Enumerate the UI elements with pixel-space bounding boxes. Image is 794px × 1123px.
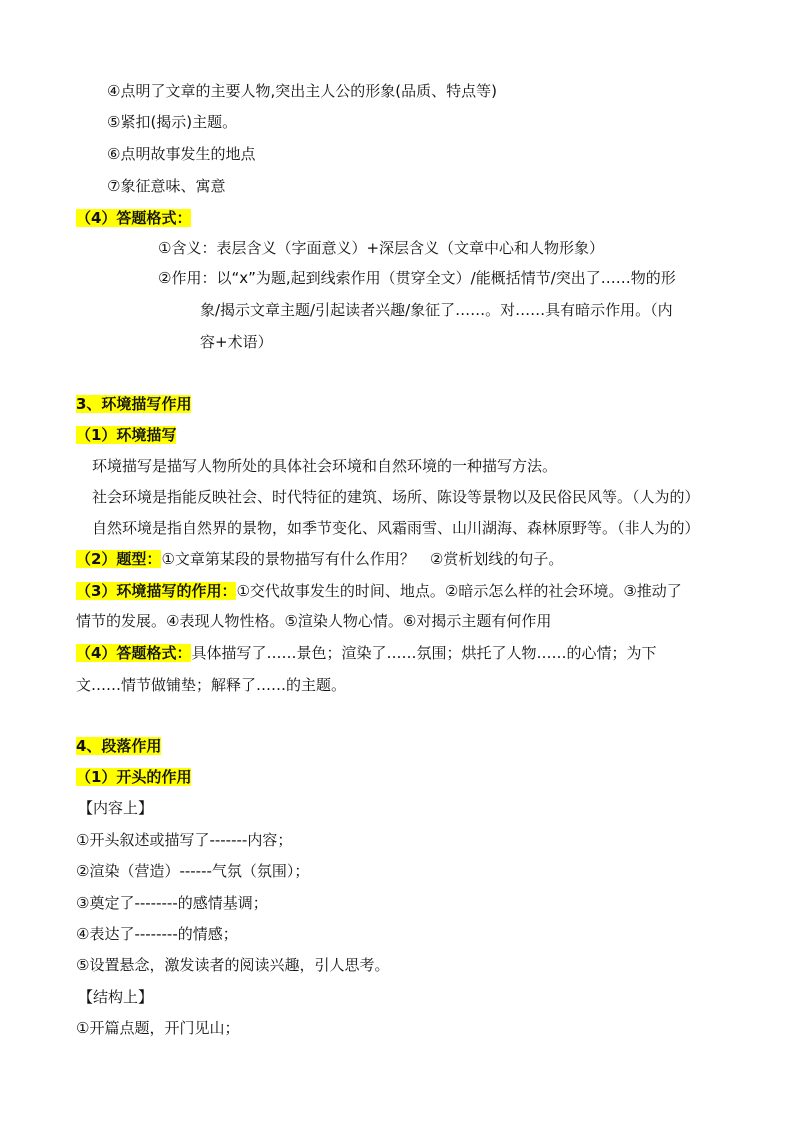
list-item: ②渲染（营造）------气氛（氛围）； xyxy=(76,862,310,880)
subheading-environment-description: （1）环境描写 xyxy=(76,426,177,444)
section-title-environment: 3、环境描写作用 xyxy=(76,395,192,413)
format-item-function: ②作用：以“x”为题,起到线索作用（贯穿全文）/能概括情节/突出了……物的形 xyxy=(158,269,676,287)
format-item-function-cont: 象/揭示文章主题/引起读者兴趣/象征了……。对……具有暗示作用。（内 xyxy=(200,301,673,319)
environment-function-text: ①交代故事发生的时间、地点。②暗示怎么样的社会环境。③推动了 xyxy=(236,582,682,600)
list-item: ⑤设置悬念，激发读者的阅读兴趣，引人思考。 xyxy=(76,956,390,974)
structure-label: 【结构上】 xyxy=(78,988,154,1006)
format-item-function-cont: 容+术语） xyxy=(200,333,273,351)
paragraph-line: 社会环境是指能反映社会、时代特征的建筑、场所、陈设等景物以及民俗民风等。（人为的） xyxy=(92,488,700,506)
list-item: ⑥点明故事发生的地点 xyxy=(107,145,256,163)
answer-format-heading: （4）答题格式： xyxy=(76,209,192,227)
question-type-text: ①文章第某段的景物描写有什么作用？ ②赏析划线的句子。 xyxy=(161,550,564,568)
subheading-environment-function: （3）环境描写的作用： xyxy=(76,582,237,600)
list-item: ④表达了--------的情感； xyxy=(76,925,238,943)
environment-function-text-cont: 情节的发展。④表现人物性格。⑤渲染人物心情。⑥对揭示主题有何作用 xyxy=(76,612,552,630)
list-item: ①开篇点题，开门见山； xyxy=(76,1019,240,1037)
subheading-answer-format: （4）答题格式： xyxy=(76,644,192,662)
paragraph-line: 自然环境是指自然界的景物，如季节变化、风霜雨雪、山川湖海、森林原野等。（非人为的） xyxy=(92,519,700,537)
answer-format-text: 具体描写了……景色；渲染了……氛围；烘托了人物……的心情；为下 xyxy=(191,644,657,662)
list-item: ③奠定了--------的感情基调； xyxy=(76,894,268,912)
paragraph-line: 环境描写是描写人物所处的具体社会环境和自然环境的一种描写方法。 xyxy=(92,457,558,475)
list-item: ①开头叙述或描写了-------内容； xyxy=(76,831,293,849)
list-item: ④点明了文章的主要人物,突出主人公的形象(品质、特点等) xyxy=(107,82,497,100)
subheading-question-type: （2）题型： xyxy=(76,550,162,568)
format-item-meaning: ①含义：表层含义（字面意义）+深层含义（文章中心和人物形象） xyxy=(158,239,605,257)
content-label: 【内容上】 xyxy=(78,799,154,817)
list-item: ⑦象征意味、寓意 xyxy=(107,177,226,195)
list-item: ⑤紧扣(揭示)主题。 xyxy=(107,113,238,131)
subheading-opening-function: （1）开头的作用 xyxy=(76,768,192,786)
section-title-paragraph: 4、段落作用 xyxy=(76,737,162,755)
answer-format-text-cont: 文……情节做铺垫；解释了……的主题。 xyxy=(76,676,347,694)
